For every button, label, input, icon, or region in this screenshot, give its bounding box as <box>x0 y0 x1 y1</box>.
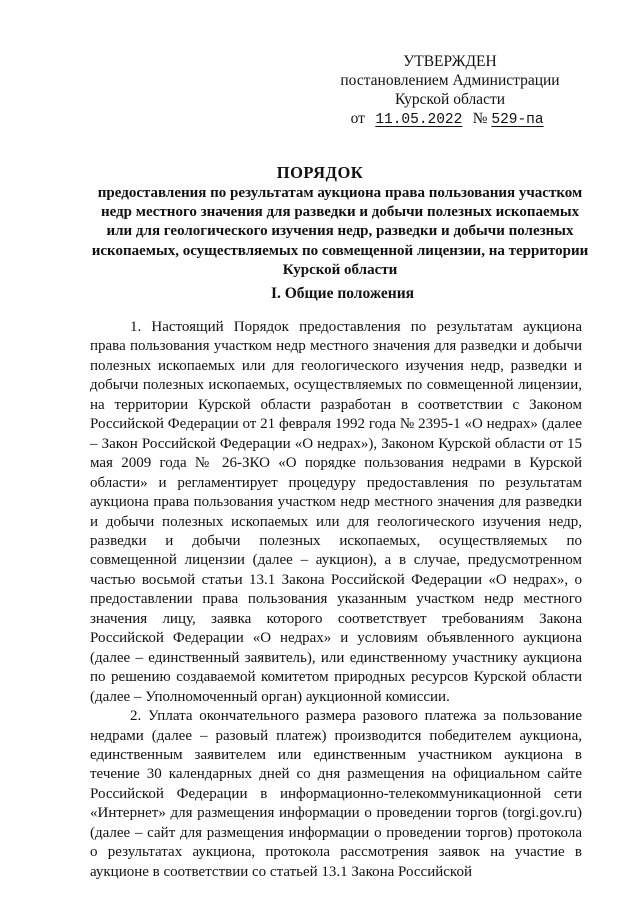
approval-line-1: постановлением Администрации <box>340 72 560 89</box>
document-subtitle: предоставления по результатам аукциона права пользования участком недр местного значения для разведки и добычи полезных ископаемых или для геологического изучения недр, разведки и добычи полезных ископаемых, осуществляемых по совмещенной лицензии, на территории Курской области <box>91 185 589 278</box>
approval-line-2: Курской области <box>394 91 506 108</box>
section-heading: I. Общие положения <box>270 285 415 302</box>
number-prefix: № <box>472 110 488 127</box>
body-text <box>90 318 582 882</box>
approval-date: 11.05.2022 <box>375 112 463 128</box>
paragraph-2: 2. Уплата окончательного размера разового платежа за пользование недрами (далее – разовый платеж) производится победителем аукциона, единственным заявителем или единственным участником аукциона в течение 30 календарных дней со дня размещения на официальном сайте Российской Федерации в информационно-телекоммуникационной сети «Интернет» для размещения информации о проведении торгов (torgi.gov.ru) (далее – сайт для размещения информации о проведении торгов) протокола о результатах аукциона, протокола рассмотрения заявок на участие в аукционе в соответствии со статьей 13.1 Закона Российской <box>90 708 582 880</box>
approval-heading: УТВЕРЖДЕН <box>403 53 497 70</box>
paragraph-1: 1. Настоящий Порядок предоставления по результатам аукциона права пользования участком недр местного значения для разведки и добычи полезных ископаемых или для геологического изучения недр, разведки и добычи полезных ископаемых, осуществляемых по совмещенной лицензии, на территории Курской области разработан в соответствии с Законом Российской Федерации от 21 февраля 1992 года № 2395-1 «О недрах» (далее – Закон Российской Федерации «О недрах»), Законом Курской области от 15 мая 2009 года № 26-ЗКО «О порядке пользования недрами в Курской области» и регламентирует процедуру предоставления по результатам аукциона права пользования участком недр местного значения для разведки и добычи полезных ископаемых или для геологического изучения недр, разведки и добычи полезных ископаемых, осуществляемых по совмещенной лицензии (далее – аукцион), а в случае, предусмотренном частью восьмой статьи 13.1 Закона Российской Федерации «О недрах», о предоставлении права пользования указанным участком недр местного значения лицу, заявка которого соответствует требованиям Закона Российской Федерации «О недрах» и условиям объявленного аукциона (далее – единственный заявитель), или единственному участнику аукциона по решению создаваемой комитетом природных ресурсов Курской области (далее – Уполномоченный орган) аукционной комиссии. <box>90 319 582 705</box>
approval-number: 529-па <box>491 112 544 128</box>
date-prefix: от <box>350 110 365 127</box>
approval-stamp <box>330 52 570 130</box>
document-title: ПОРЯДОК <box>276 163 364 182</box>
approval-date-row <box>330 109 570 130</box>
